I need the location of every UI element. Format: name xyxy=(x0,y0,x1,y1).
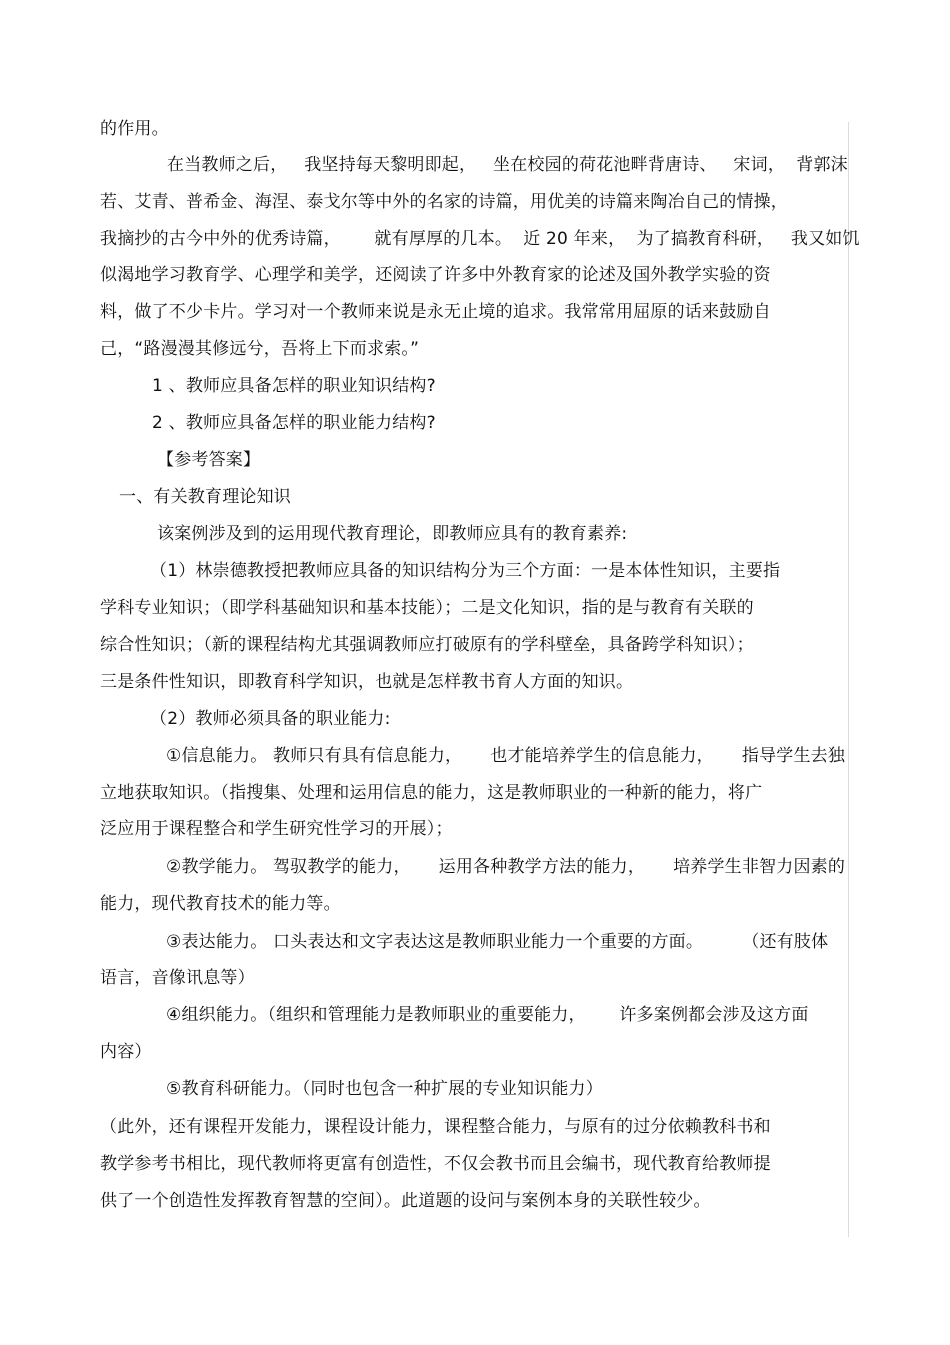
text-line: 的作用。 xyxy=(100,119,169,139)
text-line: （此外，还有课程开发能力，课程设计能力，课程整合能力，与原有的过分依赖教科书和 xyxy=(100,1117,771,1137)
text-line: 内容） xyxy=(100,1042,152,1062)
text-line: （1）林崇德教授把教师应具备的知识结构分为三个方面：一是本体性知识，主要指 xyxy=(150,561,781,581)
page-border xyxy=(848,122,849,1237)
text-line: 能力，现代教育技术的能力等。 xyxy=(100,894,341,914)
answer-heading: 【参考答案】 xyxy=(157,450,261,470)
text-line: ①信息能力。 教师只有具有信息能力， 也才能培养学生的信息能力， 指导学生去独 xyxy=(166,746,846,766)
text-line: 似渴地学习教育学、心理学和美学，还阅读了许多中外教育家的论述及国外教学实验的资 xyxy=(100,265,771,285)
text-line: 立地获取知识。（指搜集、处理和运用信息的能力，这是教师职业的一种新的能力，将广 xyxy=(100,783,763,803)
text-line: （2）教师必须具备的职业能力: xyxy=(150,709,391,729)
text-line: ②教学能力。 驾驭教学的能力， 运用各种教学方法的能力， 培养学生非智力因素的 xyxy=(166,857,846,877)
text-line: 料，做了不少卡片。学习对一个教师来说是永无止境的追求。我常常用屈原的话来鼓励自 xyxy=(100,302,771,322)
text-line: 己，“路漫漫其修远兮，吾将上下而求索。” xyxy=(100,339,420,359)
question-2: 2 、教师应具备怎样的职业能力结构? xyxy=(152,413,436,433)
section-heading: 一、有关教育理论知识 xyxy=(119,487,291,507)
text-line: 综合性知识；（新的课程结构尤其强调教师应打破原有的学科壁垒，具备跨学科知识）； xyxy=(100,635,754,655)
text-line: 供了一个创造性发挥教育智慧的空间）。此道题的设问与案例本身的关联性较少。 xyxy=(100,1191,711,1211)
text-line: ③表达能力。 口头表达和文字表达这是教师职业能力一个重要的方面。 （还有肢体 xyxy=(166,932,829,952)
text-line: ⑤教育科研能力。（同时也包含一种扩展的专业知识能力） xyxy=(166,1079,603,1099)
question-1: 1 、教师应具备怎样的职业知识结构? xyxy=(152,376,436,396)
text-line: 我摘抄的古今中外的优秀诗篇， 就有厚厚的几本。 近 20 年来， 为了搞教育科研， 我又如饥 xyxy=(100,229,860,249)
text-line: 教学参考书相比，现代教师将更富有创造性，不仅会教书而且会编书，现代教育给教师提 xyxy=(100,1154,771,1174)
text-line: 泛应用于课程整合和学生研究性学习的开展）； xyxy=(100,819,453,839)
text-line: 语言，音像讯息等） xyxy=(100,968,255,988)
text-line: 学科专业知识；（即学科基础知识和基本技能）；二是文化知识，指的是与教育有关联的 xyxy=(100,598,754,618)
text-line: 三是条件性知识，即教育科学知识，也就是怎样教书育人方面的知识。 xyxy=(100,672,634,692)
text-line: 若、艾青、普希金、海涅、泰戈尔等中外的名家的诗篇，用优美的诗篇来陶冶自己的情操， xyxy=(100,192,788,212)
text-line: 在当教师之后， 我坚持每天黎明即起， 坐在校园的荷花池畔背唐诗、 宋词， 背郭沫 xyxy=(167,155,848,175)
text-line: 该案例涉及到的运用现代教育理论，即教师应具有的教育素养: xyxy=(157,524,628,544)
text-line: ④组织能力。（组织和管理能力是教师职业的重要能力， 许多案例都会涉及这方面 xyxy=(166,1005,809,1025)
